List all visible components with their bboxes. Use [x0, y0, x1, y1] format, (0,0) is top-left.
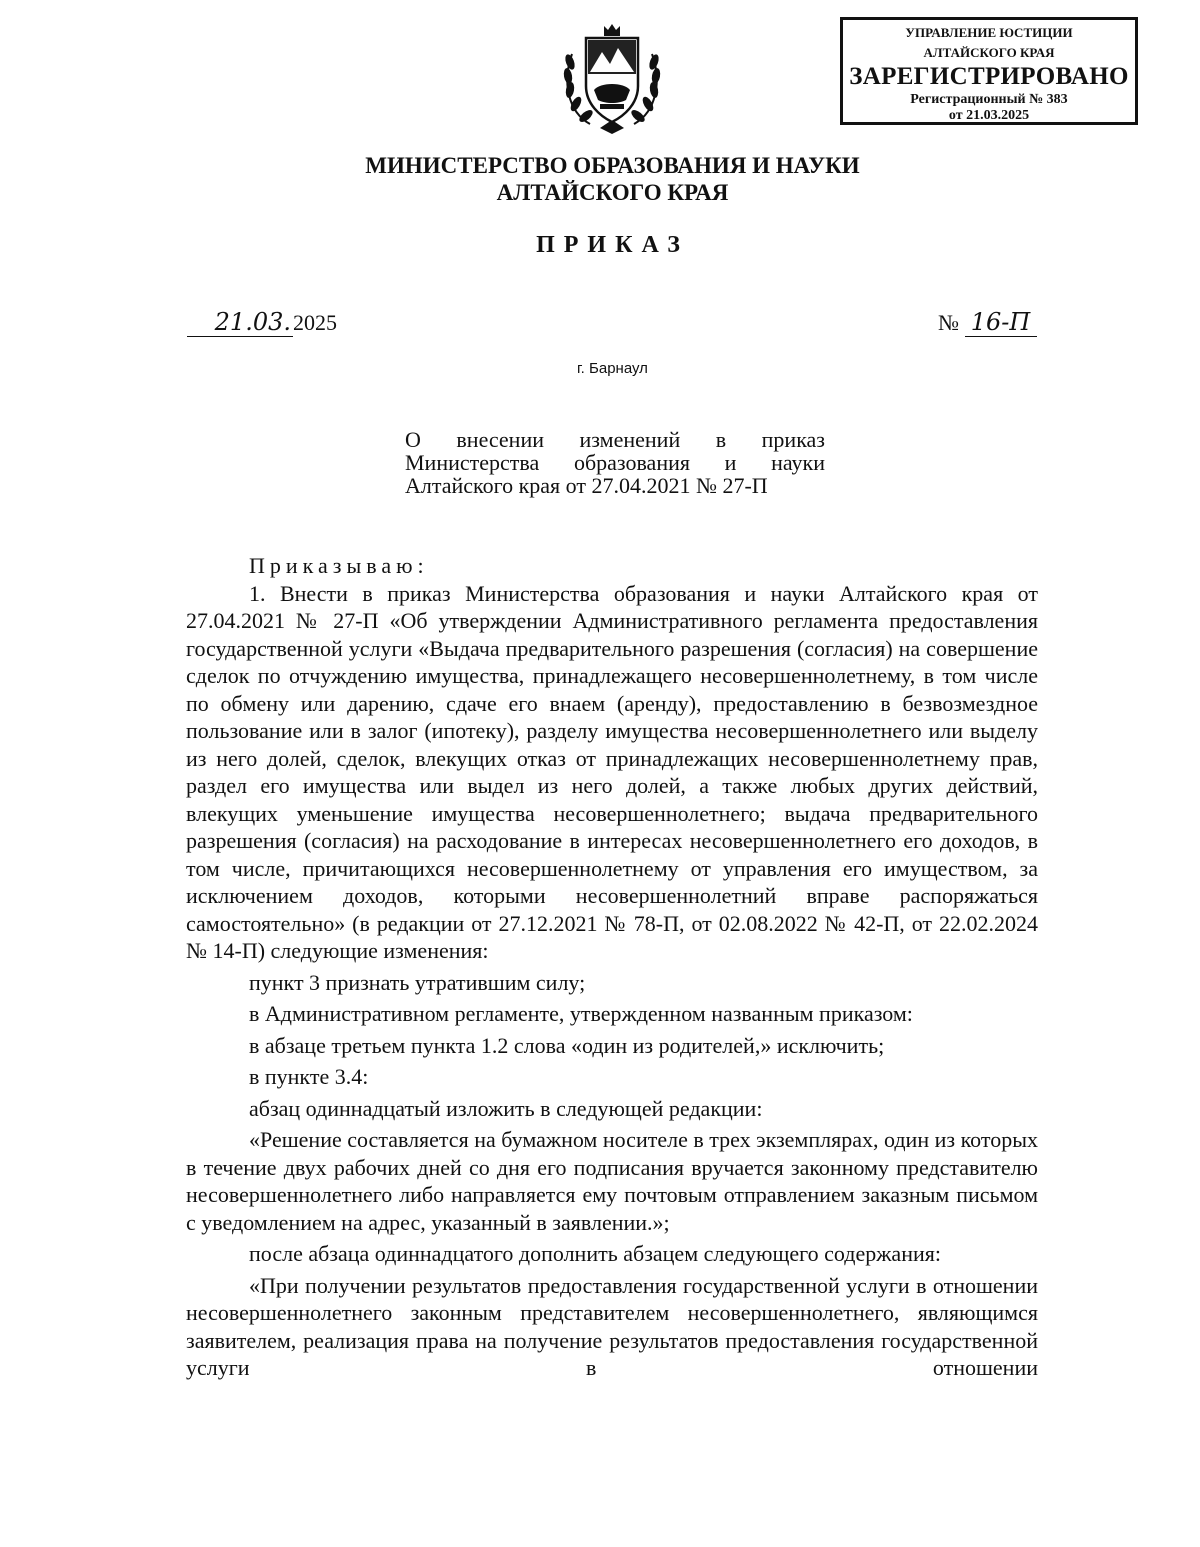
- paragraph-2: пункт 3 признать утратившим силу;: [249, 969, 586, 995]
- paragraph-3: в Административном регламенте, утвержденном названным приказом:: [249, 1001, 913, 1026]
- paragraph-8: после абзаца одиннадцатого дополнить абзацем следующего содержания:: [249, 1241, 941, 1266]
- stamp-reg-number: Регистрационный № 383: [910, 92, 1068, 107]
- ministry-title: [0, 152, 1200, 206]
- order-body: [186, 552, 1038, 1382]
- stamp-authority-line2: АЛТАЙСКОГО КРАЯ: [923, 45, 1055, 60]
- paragraph-4: в абзаце третьем пункта 1.2 слова «один из родителей,» исключить;: [249, 1032, 885, 1058]
- order-word: Приказываю:: [249, 553, 429, 578]
- paragraph-6: абзац одиннадцатый изложить в следующей редакции:: [249, 1095, 763, 1121]
- subject-line3: Алтайского края от 27.04.2021 № 27-П: [405, 473, 768, 498]
- paragraph-5: в пункте 3.4:: [249, 1064, 369, 1089]
- ministry-title-line1: МИНИСТЕРСТВО ОБРАЗОВАНИЯ И НАУКИ: [365, 153, 860, 178]
- coat-of-arms-icon: [560, 24, 664, 136]
- subject-line2: Министерства образования и науки: [405, 450, 825, 475]
- handwritten-number: 16-П: [965, 308, 1037, 337]
- ministry-title-line2: АЛТАЙСКОГО КРАЯ: [496, 180, 729, 205]
- number-sign: №: [938, 310, 959, 335]
- order-number: [938, 308, 1037, 337]
- order-date: [187, 308, 337, 337]
- order-subject: [405, 428, 825, 497]
- stamp-reg-date: от 21.03.2025: [948, 108, 1030, 123]
- order-year: 2025: [293, 310, 337, 335]
- paragraph-1: 1. Внести в приказ Министерства образования и науки Алтайского края от 27.04.2021 № 27-П «Об утверждении Административного регламента предоставления государственной услуги «Выдача предварительного разрешения (согласия) на совершение сделок по отчуждению имущества, принадлежащего несовершеннолетнему, в том числе по обмену или дарению, сдаче его внаем (аренду), предоставлению в безвозмездное пользование или в залог (ипотеку), разделу имущества несовершеннолетнего или выделу из него долей, сделок, влекущих отказ от принадлежащих несовершеннолетнему прав, раздел его имущества или выдел из него долей, а также любых других действий, влекущих уменьшение имущества несовершеннолетнего; выдача предварительного разрешения (согласия) на расходование в интересах несовершеннолетнего его доходов, в том числе, причитающихся несовершеннолетнему от управления его имуществом, за исключением доходов, которыми несовершеннолетний вправе распоряжаться самостоятельно» (в редакции от 27.12.2021 № 78-П, от 02.08.2022 № 42-П, от 22.02.2024 № 14-П) следующие изменения:: [186, 580, 1038, 963]
- subject-line1: О внесении изменений в приказ: [405, 427, 825, 452]
- document-type: ПРИКАЗ: [536, 232, 689, 258]
- paragraph-9: «При получении результатов предоставления государственной услуги в отношении несовершеннолетнего законным представителем несовершеннолетнего, являющимся заявителем, реализация права на получение результатов предоставления государственной услуги в отношении: [186, 1272, 1038, 1380]
- handwritten-date: 21.03.: [187, 308, 293, 337]
- stamp-authority-line1: УПРАВЛЕНИЕ ЮСТИЦИИ: [905, 25, 1073, 40]
- paragraph-7: «Решение составляется на бумажном носителе в трех экземплярах, один из которых в течение двух рабочих дней со дня его подписания вручается законному представителю несовершеннолетнего либо направляется ему почтовым отправлением заказным письмом с уведомлением на адрес, указанный в заявлении.»;: [186, 1127, 1038, 1235]
- city: г. Барнаул: [577, 360, 648, 377]
- stamp-status: ЗАРЕГИСТРИРОВАНО: [849, 63, 1129, 90]
- registration-stamp: [840, 17, 1138, 125]
